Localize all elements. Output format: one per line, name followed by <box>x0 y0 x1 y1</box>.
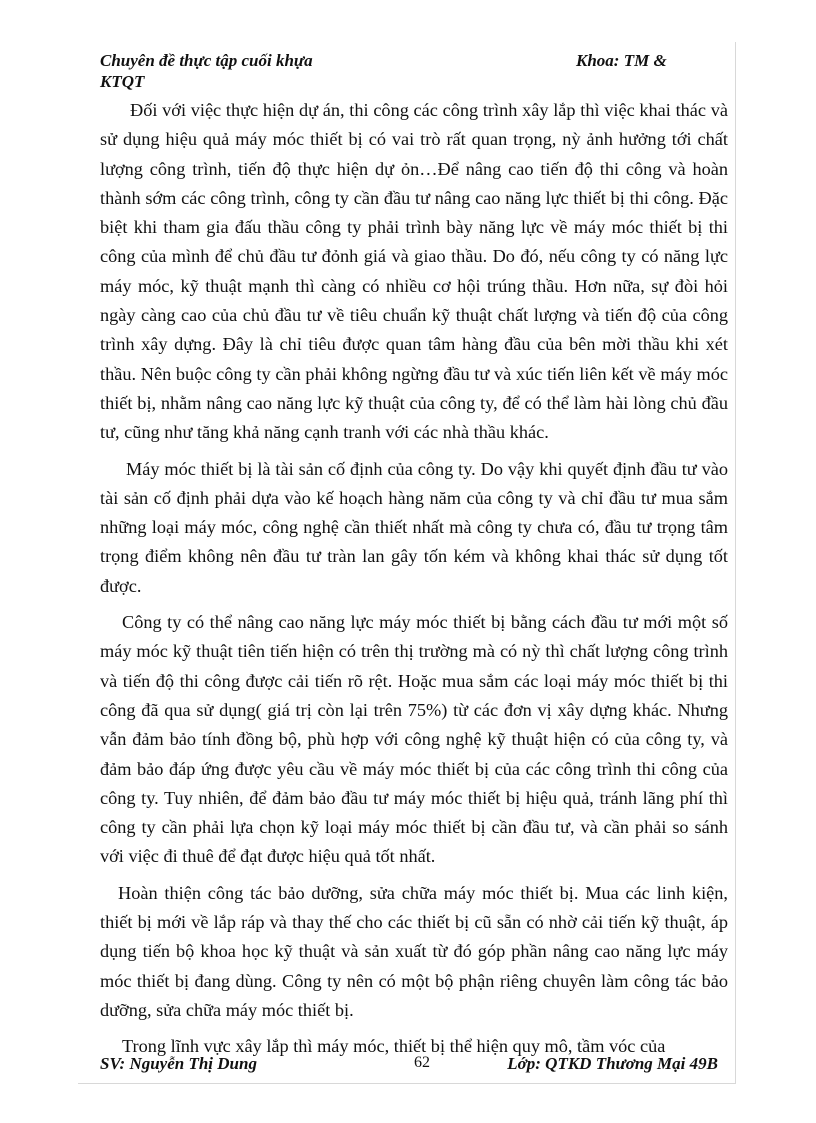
paragraph: Hoàn thiện công tác bảo dưỡng, sửa chữa máy móc thiết bị. Mua các linh kiện, thiết bị mới về lắp ráp và thay thế cho các thiết bị cũ sẵn có nhờ cải tiến kỹ thuật, áp dụng tiến bộ khoa học kỹ thuật và sản xuất từ đó góp phần nâng cao năng lực máy móc thiết bị đang dùng. Công ty nên có một bộ phận riêng chuyên làm công tác bảo dưỡng, sửa chữa máy móc thiết bị. <box>100 882 728 1020</box>
paragraph: Trong lĩnh vực xây lắp thì máy móc, thiết bị thể hiện quy mô, tầm vóc của <box>122 1036 666 1057</box>
paragraph: Máy móc thiết bị là tài sản cố định của công ty. Do vậy khi quyết định đầu tư vào tài sản cố định phải dựa vào kế hoạch hàng năm của công ty và chỉ đầu tư mua sắm những loại máy móc, công nghệ cần thiết nhất mà công ty chưa có, đầu tư trọng tâm trọng điểm không nên đầu tư tràn lan gây tốn kém và không khai thác sử dụng tốt được. <box>100 458 728 596</box>
faculty-label: Khoa: TM & <box>576 51 667 70</box>
student-name: SV: Nguyễn Thị Dung <box>100 1054 257 1073</box>
faculty-label-continued: KTQT <box>100 72 145 91</box>
page-number: 62 <box>414 1054 430 1071</box>
document-body <box>100 96 728 1069</box>
document-title: Chuyên đề thực tập cuối khựa <box>100 51 313 70</box>
paragraph: Đối với việc thực hiện dự án, thi công các công trình xây lắp thì việc khai thác và sử dụng hiệu quả máy móc thiết bị có vai trò rất quan trọng, nỳ ảnh hưởng tới chất lượng công trình, tiến độ thực hiện dự ỏn…Để nâng cao tiến độ thi công và hoàn thành sớm các công trình, công ty cần đầu tư nâng cao năng lực thiết bị thi công. Đặc biệt khi tham gia đấu thầu công ty phải trình bày năng lực về máy móc thiết bị thi công của mình để chủ đầu tư đỏnh giá và giao thầu. Do đó, nếu công ty có năng lực máy móc, kỹ thuật mạnh thì càng có nhiều cơ hội trúng thầu. Hơn nữa, sự đòi hỏi ngày càng cao của chủ đầu tư về tiêu chuẩn kỹ thuật chất lượng và tiến độ của công trình xây dựng. Đây là chỉ tiêu được quan tâm hàng đầu của bên mời thầu khi xét thầu. Nên buộc công ty cần phải không ngừng đầu tư và xúc tiến liên kết về máy móc thiết bị, nhằm nâng cao năng lực kỹ thuật của công ty, để có thể làm hài lòng chủ đầu tư, cũng như tăng khả năng cạnh tranh với các nhà thầu khác. <box>100 100 728 443</box>
paragraph: Công ty có thể nâng cao năng lực máy móc thiết bị bằng cách đầu tư mới một số máy móc kỹ thuật tiên tiến hiện có trên thị trường mà có nỳ thì chất lượng công trình và tiến độ thi công được cải tiến rõ rệt. Hoặc mua sắm các loại máy móc thiết bị thi công đã qua sử dụng( giá trị còn lại trên 75%) từ các đơn vị xây dựng khác. Nhưng vẫn đảm bảo tính đồng bộ, phù hợp với công nghệ kỹ thuật hiện có của công ty, và đảm bảo đáp ứng được yêu cầu về máy móc thiết bị của các công trình thi công của công ty. Tuy nhiên, để đảm bảo đầu tư máy móc thiết bị hiệu quả, tránh lãng phí thì công ty cần phải lựa chọn kỹ loại máy móc thiết bị cần đầu tư, và cần phải so sánh với việc đi thuê để đạt được hiệu quả tốt nhất. <box>100 612 728 867</box>
class-name: Lớp: QTKD Thương Mại 49B <box>507 1054 718 1073</box>
page-footer <box>100 1054 718 1078</box>
